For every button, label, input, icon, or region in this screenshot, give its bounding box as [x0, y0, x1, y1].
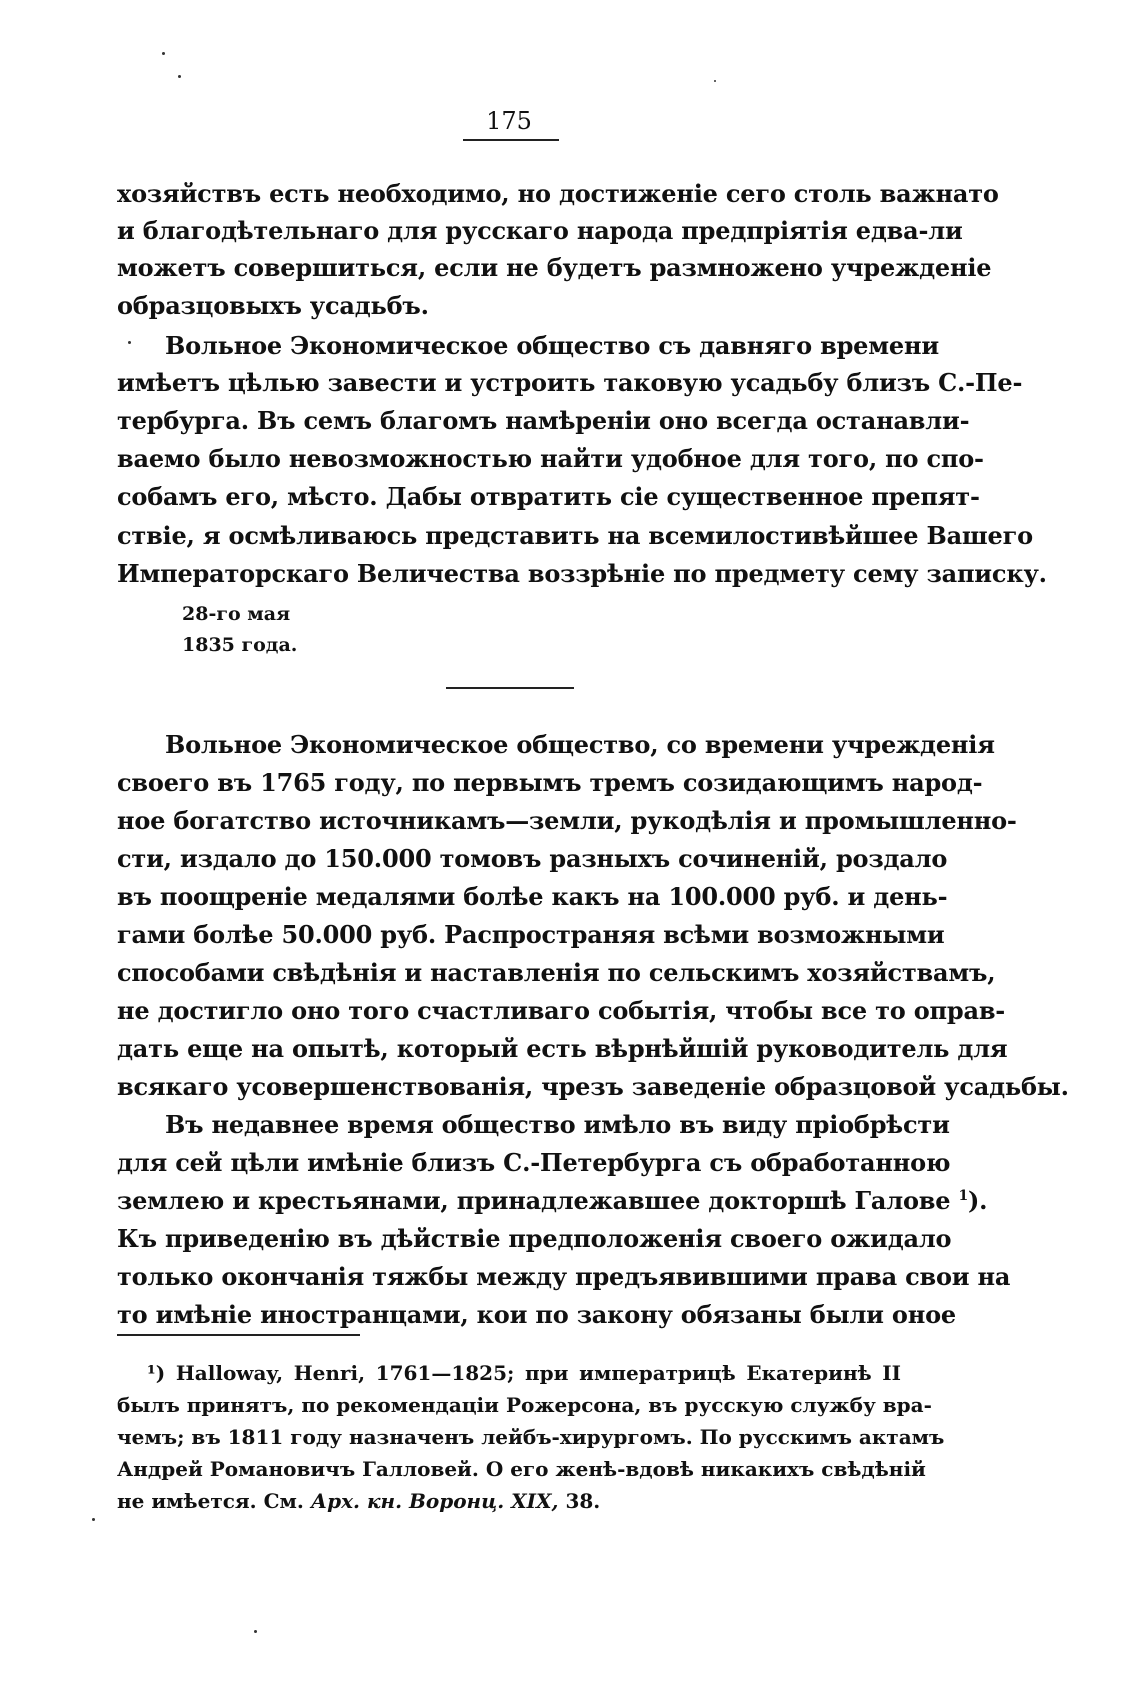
text-line: всякаго усовершенствованія, чрезъ заведеніе образцовой усадьбы.: [117, 1072, 1069, 1101]
scan-speck: [128, 341, 131, 344]
page-number-rule: [463, 139, 559, 141]
text-line: ствіе, я осмѣливаюсь представить на всемилостивѣйшее Вашего: [117, 521, 1033, 550]
scan-speck: [178, 75, 181, 78]
text-line: Въ недавнее время общество имѣло въ виду пріобрѣсти: [165, 1110, 950, 1139]
text-line: образцовыхъ усадьбъ.: [117, 291, 429, 320]
text-line: Вольное Экономическое общество, со времени учрежденія: [165, 730, 995, 759]
text-line: хозяйствъ есть необходимо, но достиженіе сего столь важнато: [117, 179, 999, 208]
text-line: ное богатство источникамъ—земли, рукодѣлія и промышленно-: [117, 806, 1017, 835]
text-line: собамъ его, мѣсто. Дабы отвратить сіе существенное препят-: [117, 482, 980, 511]
footnote-divider: [117, 1334, 360, 1336]
text-line: сти, издало до 150.000 томовъ разныхъ сочиненій, роздало: [117, 844, 948, 873]
text-line: способами свѣдѣнія и наставленія по сельскимъ хозяйствамъ,: [117, 958, 996, 987]
text-line: для сей цѣли имѣніе близъ С.-Петербурга съ обработанною: [117, 1148, 951, 1177]
text-line: то имѣніе иностранцами, кои по закону обязаны были оное: [117, 1300, 956, 1329]
text-line: ваемо было невозможностью найти удобное для того, по спо-: [117, 444, 984, 473]
text-line: имѣетъ цѣлью завести и устроить таковую усадьбу близъ С.-Пе-: [117, 368, 1023, 397]
footnote-line: чемъ; въ 1811 году назначенъ лейбъ-хирургомъ. По русскимъ актамъ: [117, 1425, 945, 1449]
text-line: можетъ совершиться, если не будетъ размножено учрежденіе: [117, 253, 992, 282]
text-line: въ поощреніе медалями болѣе какъ на 100.000 руб. и день-: [117, 882, 948, 911]
scan-speck: [92, 1518, 95, 1521]
signature-year: 1835 года.: [182, 634, 298, 656]
text-line: не достигло оно того счастливаго событія, чтобы все то оправ-: [117, 996, 1006, 1025]
page-number: 175: [486, 107, 532, 135]
text-line: Къ приведенію въ дѣйствіе предположенія своего ожидало: [117, 1224, 952, 1253]
text-line: [117, 1183, 988, 1219]
footnote-text: не имѣется. См.: [117, 1489, 304, 1513]
text-line-content: землею и крестьянами, принадлежавшее докторшѣ Галове: [117, 1186, 951, 1215]
footnote-citation: Арх. кн. Воронц. XIX,: [310, 1489, 559, 1513]
footnote-reference: 1: [958, 1188, 969, 1204]
footnote-line: [147, 1358, 901, 1388]
footnote-text: 38.: [565, 1489, 601, 1513]
scan-speck: [714, 80, 716, 82]
signature-date: 28-го мая: [182, 603, 291, 625]
text-line: и благодѣтельнаго для русскаго народа предпріятія едва-ли: [117, 216, 963, 245]
footnote-marker: ¹): [147, 1361, 166, 1385]
text-line: своего въ 1765 году, по первымъ тремъ созидающимъ народ-: [117, 768, 983, 797]
footnote-reference-paren: ).: [968, 1186, 988, 1215]
text-line: Императорскаго Величества воззрѣніе по предмету сему записку.: [117, 559, 1047, 588]
scan-speck: [254, 1630, 257, 1633]
text-line: дать еще на опытѣ, который есть вѣрнѣйшій руководитель для: [117, 1034, 1008, 1063]
footnote-line: былъ принятъ, по рекомендаціи Рожерсона, въ русскую службу вра-: [117, 1393, 932, 1417]
text-line: тербурга. Въ семъ благомъ намѣреніи оно всегда останавли-: [117, 406, 970, 435]
footnote-text: Halloway, Henri, 1761—1825; при императрицѣ Екатеринѣ II: [175, 1361, 902, 1385]
text-line: гами болѣе 50.000 руб. Распространяя всѣми возможными: [117, 920, 945, 949]
section-divider: [446, 687, 574, 689]
footnote-line: Андрей Романовичъ Галловей. О его женѣ-вдовѣ никакихъ свѣдѣній: [117, 1457, 926, 1481]
footnote-line: [117, 1486, 901, 1516]
scan-speck: [162, 52, 165, 55]
text-line: только окончанія тяжбы между предъявившими права свои на: [117, 1262, 1011, 1291]
text-line: Вольное Экономическое общество съ давняго времени: [165, 331, 939, 360]
